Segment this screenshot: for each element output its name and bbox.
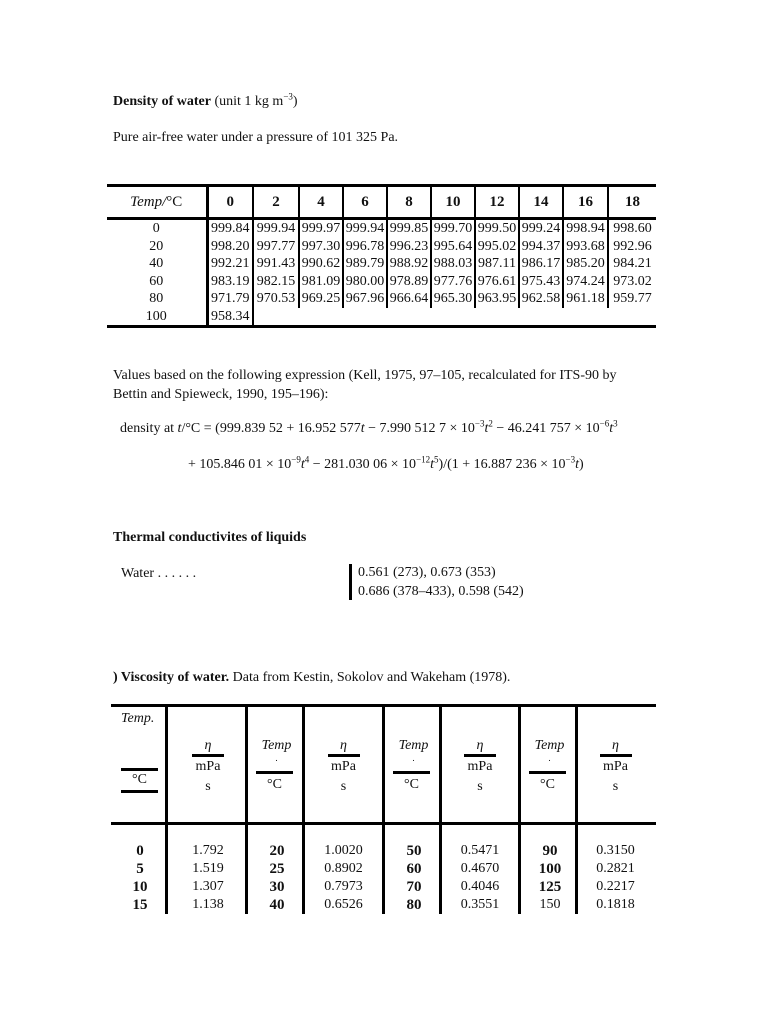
visc-eta-value: 0.2821 <box>596 861 635 876</box>
density-value-cell: 999.70 <box>431 219 475 238</box>
visc-unit-bar <box>121 790 158 793</box>
density-value-cell: 999.24 <box>519 219 563 238</box>
density-value-cell: 974.24 <box>563 273 608 291</box>
density-value-cell: 994.37 <box>519 238 563 256</box>
density-value-cell: 997.30 <box>299 238 343 256</box>
density-temp-cell: 0 <box>152 221 160 237</box>
density-row <box>107 290 656 308</box>
expression-intro-1: Values based on the following expression (Kell, 1975, 97–105, recalculated for ITS-90 by <box>113 368 617 383</box>
visc-temp-value: 30 <box>269 879 285 895</box>
density-value-cell: 993.68 <box>563 238 608 256</box>
visc-unit-bar <box>393 771 430 774</box>
density-row <box>107 273 656 291</box>
density-temp-cell: 40 <box>149 256 164 272</box>
visc-eta-value: 0.2217 <box>596 879 635 894</box>
density-value-cell: 992.96 <box>608 238 656 256</box>
density-temp-cell: 80 <box>149 291 164 307</box>
thermal-water-label: Water . . . . . . <box>121 566 197 581</box>
mpa-label: mPa <box>467 759 493 774</box>
density-value-cell: 996.23 <box>387 238 431 256</box>
density-value-cell: 982.15 <box>253 273 299 291</box>
density-value-cell: 996.78 <box>343 238 387 256</box>
density-value-cell: 988.92 <box>387 255 431 273</box>
density-temp-cell: 20 <box>149 238 164 254</box>
density-value-cell: 989.79 <box>343 255 387 273</box>
density-value-cell: 980.00 <box>343 273 387 291</box>
density-value-cell: 965.30 <box>431 290 475 308</box>
visc-eta-value: 1.519 <box>192 861 224 876</box>
eta-header: η <box>476 738 484 753</box>
density-value-cell <box>343 308 387 327</box>
visc-temp-value: 10 <box>132 879 148 895</box>
density-col-header: 4 <box>299 186 343 219</box>
density-heading <box>113 91 298 110</box>
visc-temp-header: Temp <box>261 738 292 753</box>
visc-eta-value: 0.7973 <box>324 879 363 894</box>
density-value-cell: 983.19 <box>207 273 253 291</box>
visc-temp-value: 60 <box>406 861 422 877</box>
visc-temp-value: 125 <box>538 879 562 895</box>
density-header-row <box>107 186 656 219</box>
density-value-cell: 991.43 <box>253 255 299 273</box>
density-value-cell: 987.11 <box>475 255 519 273</box>
visc-temp-value: 80 <box>406 897 422 913</box>
visc-eta-value: 1.792 <box>192 843 224 858</box>
viscosity-title: ) Viscosity of water. <box>113 670 230 685</box>
visc-temp-value: 5 <box>136 861 144 877</box>
eta-header: η <box>204 738 212 753</box>
viscosity-source: Data from Kestin, Sokolov and Wakeham (1978). <box>232 670 511 685</box>
thermal-line-2: 0.686 (378–433), 0.598 (542) <box>358 584 524 599</box>
density-row <box>107 238 656 256</box>
density-value-cell: 999.97 <box>299 219 343 238</box>
visc-unit-c: °C <box>132 772 147 787</box>
s-label: s <box>340 779 347 794</box>
density-value-cell: 999.84 <box>207 219 253 238</box>
visc-eta-value: 1.0020 <box>324 843 363 858</box>
density-col-header: 0 <box>207 186 253 219</box>
density-subtitle: Pure air-free water under a pressure of 101 325 Pa. <box>113 130 399 145</box>
density-col-header: 16 <box>563 186 608 219</box>
density-value-cell: 992.21 <box>207 255 253 273</box>
viscosity-heading <box>113 670 510 686</box>
density-value-cell: 976.61 <box>475 273 519 291</box>
visc-unit-c: °C <box>540 777 555 792</box>
density-value-cell: 990.62 <box>299 255 343 273</box>
density-value-cell: 962.58 <box>519 290 563 308</box>
density-value-cell <box>519 308 563 327</box>
s-label: s <box>477 779 483 794</box>
density-col-header: 14 <box>519 186 563 219</box>
density-col-header: 10 <box>431 186 475 219</box>
density-row <box>107 308 656 327</box>
density-value-cell: 988.03 <box>431 255 475 273</box>
density-value-cell: 977.76 <box>431 273 475 291</box>
visc-eta-value: 0.1818 <box>596 897 635 912</box>
density-value-cell: 997.77 <box>253 238 299 256</box>
density-value-cell: 981.09 <box>299 273 343 291</box>
density-value-cell: 967.96 <box>343 290 387 308</box>
density-value-cell: 959.77 <box>608 290 656 308</box>
visc-temp-dot: . <box>548 753 551 763</box>
visc-eta-value: 0.5471 <box>460 843 500 858</box>
s-label: s <box>612 779 619 794</box>
density-value-cell: 984.21 <box>608 255 656 273</box>
density-value-cell <box>475 308 519 327</box>
visc-eta-value: 0.4670 <box>460 861 500 876</box>
visc-temp-value: 15 <box>132 897 148 913</box>
density-value-cell: 963.95 <box>475 290 519 308</box>
visc-eta-value: 1.138 <box>192 897 224 912</box>
visc-temp-dot: . <box>412 753 415 763</box>
thermal-title: Thermal conductivites of liquids <box>113 530 307 545</box>
visc-unit-bar <box>192 754 224 757</box>
formula-line-1: density at t/°C = (999.839 52 + 16.952 577t − 7.990 512 $7 \times 10^{-3}t^2 - 46.241$ $757 \times 10^{-6}t^3$ <box>120 418 618 436</box>
density-value-cell: 985.20 <box>563 255 608 273</box>
visc-unit-bar <box>529 771 566 774</box>
density-value-cell: 971.79 <box>207 290 253 308</box>
density-value-cell: 958.34 <box>207 308 253 327</box>
expression-intro-2: Bettin and Spieweck, 1990, 195–196): <box>113 387 329 402</box>
density-title: Density of water <box>113 94 211 109</box>
density-value-cell: 995.02 <box>475 238 519 256</box>
density-table <box>107 184 656 328</box>
density-value-cell: 973.02 <box>608 273 656 291</box>
density-col-header: 2 <box>253 186 299 219</box>
visc-eta-value: 0.4046 <box>460 879 500 894</box>
density-value-cell <box>253 308 299 327</box>
thermal-line-1: 0.561 (273), 0.673 (353) <box>358 565 496 580</box>
visc-temp-value: 100 <box>538 861 562 877</box>
density-value-cell <box>431 308 475 327</box>
density-unit: (unit 1 kg $m^{-3}$) <box>214 91 298 109</box>
density-col-header: 18 <box>608 186 656 219</box>
visc-temp-value: 20 <box>269 843 285 859</box>
visc-unit-bar <box>328 754 360 757</box>
visc-eta-value: 0.6526 <box>324 897 363 912</box>
density-value-cell <box>608 308 656 327</box>
density-value-cell <box>387 308 431 327</box>
visc-eta-value: 0.8902 <box>324 861 363 876</box>
visc-unit-c: °C <box>404 777 419 792</box>
density-value-cell: 998.20 <box>207 238 253 256</box>
visc-temp-value: 50 <box>406 843 422 859</box>
visc-temp-value: 150 <box>539 897 561 912</box>
visc-temp-dot: . <box>275 753 278 763</box>
visc-temp-header: Temp <box>534 738 565 753</box>
eta-header: η <box>340 738 347 753</box>
density-row <box>107 255 656 273</box>
visc-temp-header: Temp. <box>121 711 155 726</box>
visc-temp-value: 40 <box>269 897 285 913</box>
density-value-cell <box>299 308 343 327</box>
density-value-cell: 999.94 <box>343 219 387 238</box>
density-value-cell: 999.85 <box>387 219 431 238</box>
density-value-cell: 999.94 <box>253 219 299 238</box>
eta-header: η <box>612 738 619 753</box>
density-temp-cell: 60 <box>149 273 164 289</box>
temp-header: Temp/°C <box>107 186 207 219</box>
visc-unit-bar <box>600 754 632 757</box>
mpa-label: mPa <box>603 759 628 774</box>
s-label: s <box>205 779 211 794</box>
visc-temp-value: 90 <box>542 843 558 859</box>
mpa-label: mPa <box>195 759 221 774</box>
viscosity-table <box>111 704 656 914</box>
density-value-cell: 966.64 <box>387 290 431 308</box>
density-value-cell: 998.60 <box>608 219 656 238</box>
density-value-cell <box>563 308 608 327</box>
density-row <box>107 219 656 238</box>
visc-temp-header: Temp <box>398 738 429 753</box>
visc-temp-value: 0 <box>136 843 144 859</box>
mpa-label: mPa <box>331 759 356 774</box>
density-col-header: 8 <box>387 186 431 219</box>
density-value-cell: 995.64 <box>431 238 475 256</box>
density-value-cell: 998.94 <box>563 219 608 238</box>
density-temp-cell: 100 <box>107 308 207 327</box>
density-col-header: 6 <box>343 186 387 219</box>
visc-eta-value: 1.307 <box>192 879 224 894</box>
density-col-header: 12 <box>475 186 519 219</box>
visc-temp-value: 70 <box>406 879 422 895</box>
density-value-cell: 978.89 <box>387 273 431 291</box>
density-value-cell: 970.53 <box>253 290 299 308</box>
density-value-cell: 969.25 <box>299 290 343 308</box>
visc-unit-bar <box>256 771 293 774</box>
density-value-cell: 986.17 <box>519 255 563 273</box>
visc-unit-bar <box>464 754 496 757</box>
visc-eta-value: 0.3150 <box>596 843 635 858</box>
visc-eta-value: 0.3551 <box>460 897 500 912</box>
thermal-bracket <box>349 564 352 600</box>
visc-temp-value: 25 <box>269 861 285 877</box>
density-value-cell: 975.43 <box>519 273 563 291</box>
density-value-cell: 961.18 <box>563 290 608 308</box>
visc-unit-c: °C <box>267 777 282 792</box>
formula-line-2: + 105.846 $01 \times 10^{-9}t^4 - 281.030$ $06 \times 10^{-12}t^5)/(1 + 16.887$ $236 \times 10^{-3}t$) <box>188 454 584 472</box>
density-value-cell: 999.50 <box>475 219 519 238</box>
